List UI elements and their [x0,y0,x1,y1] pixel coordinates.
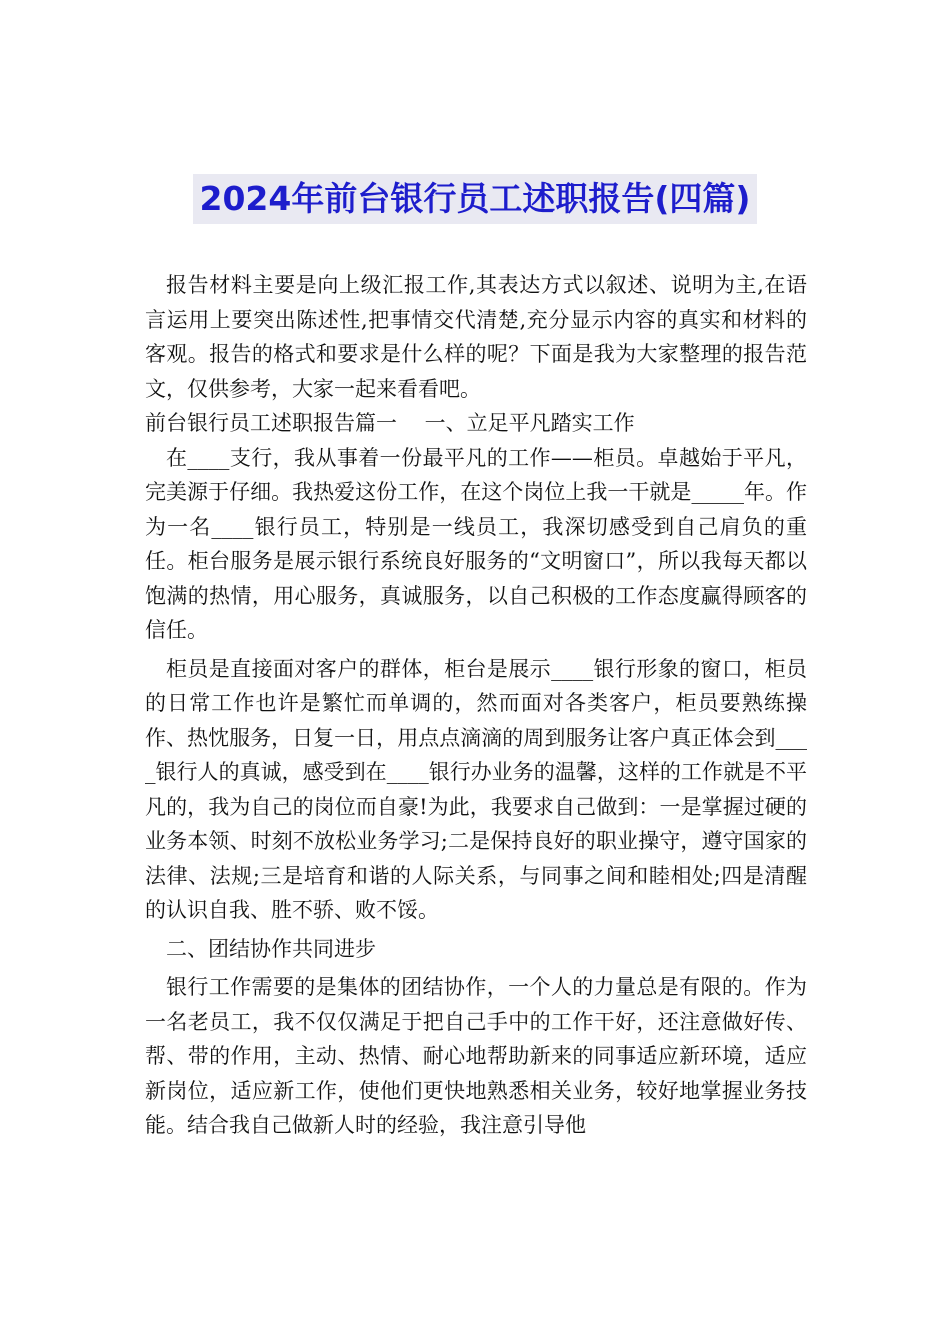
body-paragraph: 银行工作需要的是集体的团结协作，一个人的力量总是有限的。作为一名老员工，我不仅仅满足于把自己手中的工作干好，还注意做好传、帮、带的作用，主动、热情、耐心地帮助新来的同事适应新环境，适应新岗位，适应新工作，使他们更快地熟悉相关业务，较好地掌握业务技能。结合我自己做新人时的经验，我注意引导他 [145,975,807,1137]
title-container [0,174,950,224]
section-heading-two: 二、团结协作共同进步 [166,936,376,961]
document-title: 2024年前台银行员工述职报告(四篇) [193,174,756,224]
section-heading-one: 前台银行员工述职报告篇一 一、立足平凡踏实工作 [145,411,635,435]
body-paragraph: 柜员是直接面对客户的群体，柜台是展示____银行形象的窗口，柜员的日常工作也许是繁忙而单调的，然而面对各类客户，柜员要熟练操作、热忱服务，日复一日，用点点滴滴的周到服务让客户真正体会到____银行人的真诚，感受到在____银行办业务的温馨，这样的工作就是不平凡的，我为自己的岗位而自豪!为此，我要求自己做到：一是掌握过硬的业务本领、时刻不放松业务学习;二是保持良好的职业操守，遵守国家的法律、法规;三是培育和谐的人际关系，与同事之间和睦相处;四是清醒的认识自我、胜不骄、败不馁。 [145,656,807,922]
document-body [145,268,807,1143]
intro-paragraph: 报告材料主要是向上级汇报工作,其表达方式以叙述、说明为主,在语言运用上要突出陈述性,把事情交代清楚,充分显示内容的真实和材料的客观。报告的格式和要求是什么样的呢？下面是我为大家整理的报告范文，仅供参考，大家一起来看看吧。 [145,273,807,401]
body-paragraph: 在____支行，我从事着一份最平凡的工作——柜员。卓越始于平凡，完美源于仔细。我热爱这份工作，在这个岗位上我一干就是_____年。作为一名____银行员工，特别是一线员工，我深切感受到自己肩负的重任。柜台服务是展示银行系统良好服务的“文明窗口”，所以我每天都以饱满的热情，用心服务，真诚服务，以自己积极的工作态度赢得顾客的信任。 [145,445,807,642]
